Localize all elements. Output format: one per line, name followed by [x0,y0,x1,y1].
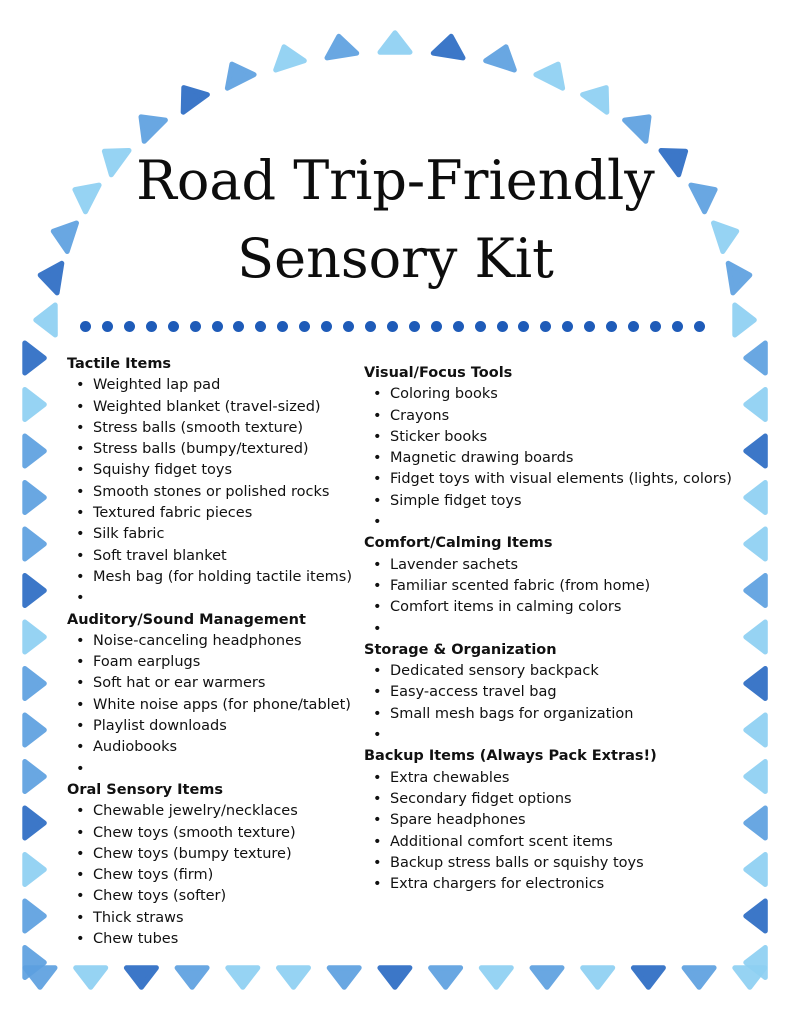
section-heading: Tactile Items [67,356,172,372]
list-item-label: Chew toys (smooth texture) [93,824,296,841]
list-item-label: Silk fabric [93,526,165,543]
list-item-label: Secondary fidget options [390,790,572,807]
bullet-dot-icon: • [76,398,85,415]
bullet-dot-icon: • [373,705,382,722]
border-triangle [735,305,755,335]
list-item-label: Extra chewables [390,769,510,786]
divider-dot [431,321,442,332]
list-item-label: Foam earplugs [93,654,201,671]
checklist-section [67,610,352,780]
divider-dot [562,321,573,332]
border-triangle [36,305,56,335]
bullet-dot-icon: • [373,769,382,786]
divider-dot [146,321,157,332]
border-triangle [25,483,45,513]
border-triangle [327,36,357,58]
border-triangle [583,968,613,988]
list-item [67,673,352,694]
bullet-dot-icon: • [76,888,85,905]
list-item [67,460,352,481]
list-item [364,725,744,746]
list-item-label: Magnetic drawing boards [390,450,574,467]
list-item [67,759,352,780]
checklist-column-left [67,354,352,950]
list-item [67,908,352,929]
border-triangle [746,808,766,838]
border-triangle [25,968,55,988]
bullet-dot-icon: • [373,471,382,488]
list-item [67,524,352,545]
list-item-label: Simple fidget toys [390,492,522,509]
list-item [364,448,744,469]
list-item-label: Squishy fidget toys [93,462,233,479]
list-item [364,682,744,703]
page-title-line-1: Road Trip-Friendly [136,149,655,212]
list-item-label: Spare headphones [390,812,526,829]
bullet-dot-icon: • [76,803,85,820]
border-triangle [746,762,766,792]
border-triangle [25,901,45,931]
divider-dot [277,321,288,332]
list-item [364,469,744,490]
border-triangle [481,968,511,988]
list-item [364,810,744,831]
bullet-list [364,555,744,640]
bullet-dot-icon: • [76,909,85,926]
bullet-dot-icon: • [76,718,85,735]
border-triangle [227,64,254,88]
border-triangle [53,223,76,252]
border-triangle [746,901,766,931]
list-item-label: Smooth stones or polished rocks [93,483,330,500]
border-triangle [532,968,562,988]
checklist-section [67,354,352,610]
list-item [364,704,744,725]
border-triangle [746,343,766,373]
list-item [67,482,352,503]
checklist-section [67,780,352,950]
list-item [364,597,744,618]
bullet-dot-icon: • [373,727,382,744]
bullet-dot-icon: • [373,407,382,424]
border-triangle [276,47,305,70]
border-triangle [380,968,410,988]
border-triangle [75,185,99,212]
divider-dot [387,321,398,332]
list-item [67,844,352,865]
divider-dot [212,321,223,332]
checklist-section [364,640,744,746]
bullet-dot-icon: • [76,867,85,884]
divider-dot [190,321,201,332]
border-triangle [536,64,563,88]
list-item [364,619,744,640]
bullet-list [364,661,744,746]
border-triangle [329,968,359,988]
list-item [67,439,352,460]
list-item-label: Thick straws [93,909,184,926]
bullet-list [67,631,352,780]
border-triangle [25,855,45,885]
bullet-dot-icon: • [76,654,85,671]
border-triangle [431,968,461,988]
border-triangle [746,715,766,745]
list-item-label: Weighted lap pad [93,377,221,394]
list-item-label: Weighted blanket (travel-sized) [93,398,321,415]
list-item [364,406,744,427]
list-item-label: Noise-canceling headphones [93,632,302,649]
border-triangle [583,88,607,113]
list-item [67,716,352,737]
list-item-label: Audiobooks [93,739,178,756]
list-item-label: Extra chargers for electronics [390,876,605,893]
list-item [364,768,744,789]
list-item [67,865,352,886]
divider-dot [606,321,617,332]
bullet-dot-icon: • [373,492,382,509]
border-triangle [735,968,765,988]
list-item-label: Soft hat or ear warmers [93,675,266,692]
list-item-label: Textured fabric pieces [93,505,253,522]
bullet-dot-icon: • [76,696,85,713]
list-item [67,695,352,716]
bullet-dot-icon: • [373,620,382,637]
bullet-dot-icon: • [373,833,382,850]
border-triangle [279,968,309,988]
border-triangle [746,390,766,420]
bullet-list [364,384,744,533]
list-item-label: Coloring books [390,386,498,403]
list-item-label: Fidget toys with visual elements (lights, colors) [390,471,732,488]
border-triangle [228,968,258,988]
list-item-label: Chew toys (softer) [93,888,227,905]
list-item [67,886,352,907]
divider-dot [650,321,661,332]
list-item [364,384,744,405]
list-item [67,588,352,609]
list-item-label: Easy-access travel bag [390,684,557,701]
bullet-dot-icon: • [76,845,85,862]
list-item [364,555,744,576]
border-triangle [25,529,45,559]
bullet-dot-icon: • [76,377,85,394]
border-triangle [183,88,207,113]
divider-dot [518,321,529,332]
list-item-label: Chewable jewelry/necklaces [93,803,298,820]
section-heading: Visual/Focus Tools [364,365,513,381]
bullet-dot-icon: • [373,386,382,403]
list-item [364,789,744,810]
list-item [364,427,744,448]
divider-dot [453,321,464,332]
divider-dot [628,321,639,332]
divider-dot [497,321,508,332]
divider-dot [80,321,91,332]
bullet-dot-icon: • [373,790,382,807]
bullet-list [364,768,744,896]
bullet-dot-icon: • [76,526,85,543]
divider-dot [124,321,135,332]
section-heading: Comfort/Calming Items [364,535,553,552]
list-item-label: Additional comfort scent items [390,833,613,850]
bullet-dot-icon: • [76,675,85,692]
bullet-dot-icon: • [76,931,85,948]
list-item-label: Stress balls (bumpy/textured) [93,441,309,458]
divider-dot [672,321,683,332]
bullet-dot-icon: • [373,812,382,829]
section-heading: Auditory/Sound Management [67,611,306,628]
divider-dot [540,321,551,332]
divider-dot [299,321,310,332]
bullet-dot-icon: • [373,876,382,893]
list-item [364,661,744,682]
bullet-dot-icon: • [373,599,382,616]
list-item-label: Small mesh bags for organization [390,705,634,722]
bullet-dot-icon: • [76,441,85,458]
divider-dot [694,321,705,332]
list-item [364,853,744,874]
border-triangle [746,622,766,652]
list-item [67,652,352,673]
bullet-dot-icon: • [373,854,382,871]
bullet-dot-icon: • [76,483,85,500]
list-item [67,801,352,822]
list-item [364,874,744,895]
divider-dot [321,321,332,332]
checklist-section [364,533,744,639]
list-item [67,503,352,524]
border-triangle [25,343,45,373]
divider-dot [233,321,244,332]
border-triangle [486,47,515,70]
bullet-dot-icon: • [373,514,382,531]
bullet-dot-icon: • [373,428,382,445]
list-item-label: Soft travel blanket [93,547,227,564]
list-item-label: Lavender sachets [390,556,519,573]
border-triangle [40,263,62,293]
border-triangle [25,715,45,745]
bullet-dot-icon: • [76,590,85,607]
border-triangle [76,968,106,988]
list-item-label: Playlist downloads [93,718,227,735]
border-triangle [746,436,766,466]
list-item-label: Dedicated sensory backpack [390,663,599,680]
border-triangle [25,576,45,606]
list-item [67,546,352,567]
list-item-label: Mesh bag (for holding tactile items) [93,568,353,585]
list-item [364,512,744,533]
bullet-dot-icon: • [76,547,85,564]
list-item [364,832,744,853]
bullet-dot-icon: • [373,450,382,467]
divider-dot [168,321,179,332]
list-item-label: White noise apps (for phone/tablet) [93,696,351,713]
checklist-column-right [364,363,744,895]
border-triangle [126,968,156,988]
border-triangle [746,529,766,559]
border-triangle [684,968,714,988]
border-triangle [433,36,463,58]
border-triangle [633,968,663,988]
border-triangle [141,117,165,141]
list-item [67,418,352,439]
bullet-dot-icon: • [76,568,85,585]
list-item [364,576,744,597]
bullet-dot-icon: • [76,419,85,436]
list-item-label: Crayons [390,407,450,424]
page-title-line-2: Sensory Kit [237,227,554,290]
list-item [67,397,352,418]
border-triangle [25,669,45,699]
list-item [67,631,352,652]
bullet-dot-icon: • [76,739,85,756]
bullet-dot-icon: • [76,505,85,522]
dotted-divider [80,321,705,335]
bullet-dot-icon: • [373,663,382,680]
checklist-section [364,746,744,895]
list-item [67,823,352,844]
border-triangle [25,622,45,652]
list-item-label: Familiar scented fabric (from home) [390,577,651,594]
border-triangle [25,436,45,466]
border-triangle [380,33,410,53]
border-triangle [728,263,750,293]
divider-dot [343,321,354,332]
bullet-list [67,801,352,950]
section-heading: Oral Sensory Items [67,781,224,798]
border-triangle [714,223,737,252]
list-item [67,567,352,588]
divider-dot [365,321,376,332]
bullet-dot-icon: • [373,684,382,701]
divider-dot [102,321,113,332]
bullet-dot-icon: • [76,632,85,649]
checklist-section [364,363,744,533]
divider-dot [409,321,420,332]
divider-dot [255,321,266,332]
bullet-dot-icon: • [373,577,382,594]
divider-dot [584,321,595,332]
list-item-label: Sticker books [390,428,488,445]
bullet-dot-icon: • [76,760,85,777]
border-triangle [25,390,45,420]
divider-dot [475,321,486,332]
bullet-dot-icon: • [373,556,382,573]
section-heading: Storage & Organization [364,641,557,658]
list-item-label: Backup stress balls or squishy toys [390,854,644,871]
list-item-label: Chew toys (bumpy texture) [93,845,292,862]
border-triangle [25,808,45,838]
border-triangle [746,855,766,885]
list-item-label: Chew tubes [93,931,179,948]
list-item [364,491,744,512]
list-item-label: Comfort items in calming colors [390,599,622,616]
border-triangle [625,117,649,141]
list-item [67,737,352,758]
border-triangle [25,762,45,792]
list-item [67,375,352,396]
border-triangle [691,185,715,212]
list-item [67,929,352,950]
bullet-list [67,375,352,609]
border-triangle [746,669,766,699]
border-triangle [746,483,766,513]
list-item-label: Stress balls (smooth texture) [93,419,304,436]
bullet-dot-icon: • [76,824,85,841]
list-item-label: Chew toys (firm) [93,867,214,884]
section-heading: Backup Items (Always Pack Extras!) [364,748,657,765]
bullet-dot-icon: • [76,462,85,479]
border-triangle [746,576,766,606]
border-triangle [177,968,207,988]
